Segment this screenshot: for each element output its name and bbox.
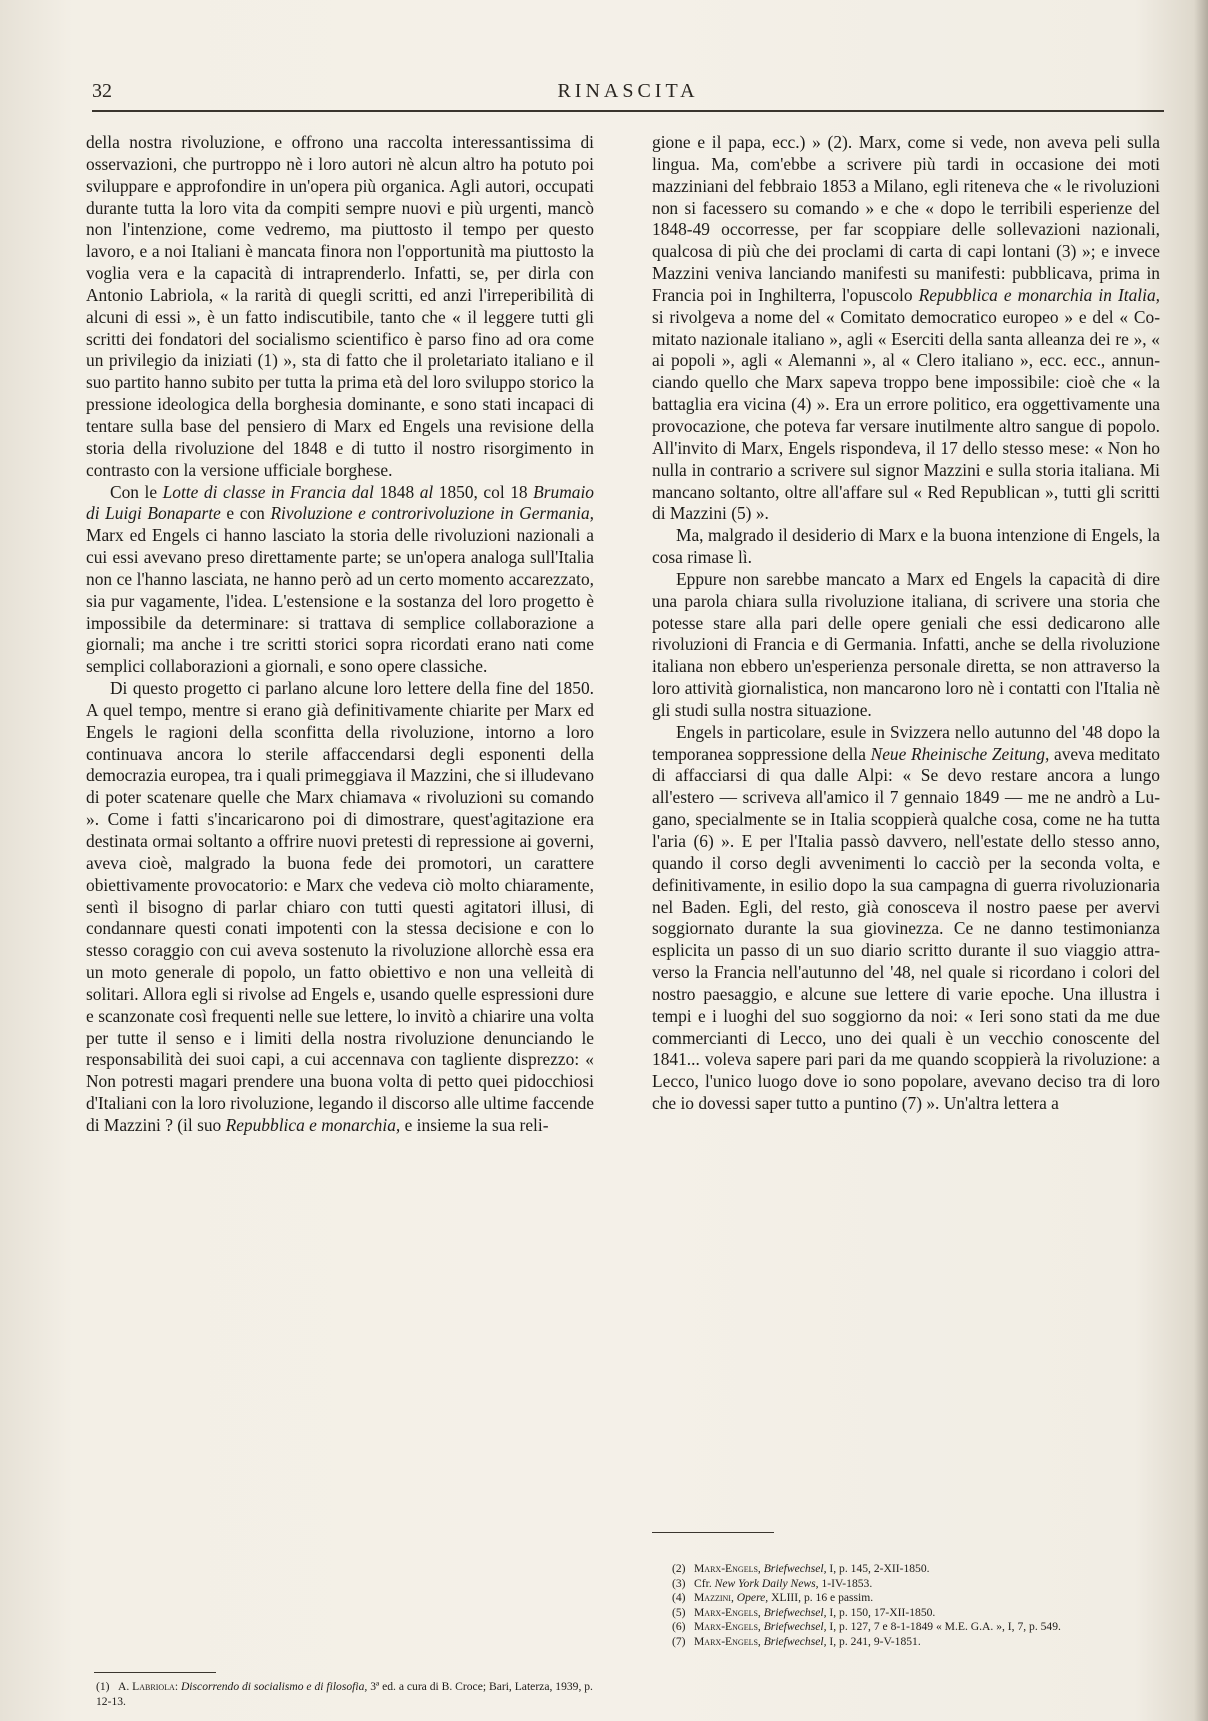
footnote-number: (2) bbox=[672, 1562, 686, 1575]
text-run: Con le bbox=[110, 481, 163, 502]
footnote bbox=[672, 1577, 1164, 1592]
footnote-number: (4) bbox=[672, 1591, 686, 1605]
footnotes-left bbox=[96, 1680, 594, 1709]
footnote: (7) Marx-Engels, Briefwechsel, I, p. 241, 9-V-1851. bbox=[672, 1634, 921, 1648]
work-title: Rivoluzione e controrivoluzione in Germania, bbox=[270, 503, 595, 524]
right-column bbox=[652, 132, 1160, 1115]
text-run: Di questo progetto ci parlano alcune loro lettere della fine del 1850. A quel tempo, mentre si erano già definitivamente chiarite per Marx ed Engels le ragioni della sconfitta della rivoluzione, intorno a loro continuava ancora lo sterile affaccendarsi degli esponenti della democrazia europea, tra i quali primeggiava il Mazzini, che si illudevano di poter scatenare quelle che Marx chiamava « rivoluzioni su comando ». Come i fatti s'incaricarono poi di dimostrare, quest'agitazione era destinata ormai soltanto a offrire nuovi pretesti di repressione ai governi, aveva cioè, malgrado la buona fede dei promotori, un carattere obiettivamente provocatorio: e Marx che vedeva ciò molto chiaramente, sentì il bisogno di parlar chiaro con tutti questi agitatori illusi, di condannare questi conati impotenti con la stessa decisione e con lo stesso coraggio con cui aveva sostenuto la rivoluzione allorchè essa era un moto generale di popolo, un fatto obiettivo e non una velleità di solitari. Allora egli si rivolse ad Engels e, usando quelle espressioni dure e scanzonate così frequenti nelle sue lettere, lo invitò a chiarire una volta per tutte il senso e i limiti della nostra rivoluzione denunciando le responsabilità dei suoi capi, a cui accennava con tagliente disprezzo: « Non potresti magari prendere una buona volta di petto quei pidocchiosi d'Italiani con la loro rivoluzione, legando il discorso alle ultime faccende di Mazzini ? (il suo bbox=[86, 678, 594, 1135]
footnote: (1) A. Labriola: Discorrendo di socialismo e di filosofia, 3ª ed. a cura di B. Croce; Bari, Laterza, 1939, p. 12-13. bbox=[96, 1680, 593, 1708]
right-paragraph-4 bbox=[652, 722, 1160, 1115]
work-title: Repubblica e monarchia in Italia, bbox=[918, 284, 1160, 305]
footnote-number: (7) bbox=[672, 1634, 686, 1648]
footnote-text: I, p. 241, 9-V-1851. bbox=[826, 1634, 921, 1648]
left-paragraph-2 bbox=[86, 482, 594, 679]
work-title: al bbox=[419, 481, 434, 502]
left-column bbox=[86, 132, 594, 1137]
footnote: (5) Marx-Engels, Briefwechsel, I, p. 150, 17-XII-1850. bbox=[672, 1605, 936, 1619]
footnote-author: Cfr. bbox=[694, 1576, 712, 1590]
page-number: 32 bbox=[92, 80, 112, 102]
header-rule bbox=[92, 110, 1164, 112]
footnote-number: (6) bbox=[672, 1620, 686, 1634]
right-paragraph-1 bbox=[652, 132, 1160, 525]
footnote-author: Marx-Engels bbox=[694, 1634, 758, 1648]
page-header bbox=[92, 78, 1164, 112]
text-run: 1850, col 18 bbox=[433, 481, 534, 502]
footnote-number: (3) bbox=[672, 1576, 686, 1590]
footnote-title: Briefwechsel, bbox=[763, 1605, 827, 1619]
work-title: Brumaio di Luigi Bonaparte bbox=[86, 481, 594, 524]
footnote-author: Marx-Engels bbox=[694, 1562, 758, 1575]
text-run: e con bbox=[220, 503, 271, 524]
footnote-rule-right bbox=[652, 1532, 774, 1533]
work-title: Neue Rheinische Zeitung, bbox=[870, 743, 1050, 764]
footnote-rule-left bbox=[94, 1672, 216, 1673]
text-run: si rivolgeva a nome del « Comitato democratico europeo » e del « Comitato nazionale italiano », agli « Eserciti della santa alleanza dei re », « ai popoli », agli « Alemanni », al « Clero italiano », ecc. ecc., annunciando quello che Marx sapeva troppo bene impossibile: cioè che « la battaglia era vicina (4) ». Era un errore politico, era oggettivamente una provocazione, che poteva far versare inutilmente altro sangue di popolo. All'invito di Marx, Engels rispondeva, il 17 dello stesso mese: « Non ho nulla in contrario a scrivere sul signor Mazzini e sulla storia italiana. Mi mancano soltanto, oltre all'affare sul « Red Republican », tutti gli scritti di Mazzini (5) ». bbox=[652, 306, 1160, 524]
text-run: gione e il papa, ecc.) » (2). Marx, come si vede, non aveva peli sulla lingua. Ma, com'ebbe a scrivere più tardi in occasione dei moti mazziniani del febbraio 1853 a Milano, egli riteneva che « le rivoluzioni non si facessero su comando » e che « dopo le terribili esperienze del 1848-49 occorresse, per far scoppiare delle sollevazioni nazionali, qualcosa di più che dei proclami di carta di capi lontani (3) »; e invece Mazzini veniva lanciando manifesti su manifesti: pubblicava, prima in Francia poi in Inghilterra, l'opuscolo bbox=[652, 132, 1160, 305]
footnote: (6) Marx-Engels, Briefwechsel, I, p. 127, 7 e 8-1-1849 « M.E. G.A. », I, 7, p. 549. bbox=[672, 1620, 1061, 1634]
text-run: 1848 bbox=[373, 481, 420, 502]
left-paragraph-1: della nostra rivoluzione, e offrono una raccolta interessantissima di osservazioni, che purtroppo nè i loro autori nè alcun altro ha potuto poi sviluppare e approfondire in un'opera più organica. Agli autori, occupati durante tutta la loro vita da compiti sempre nuovi e più urgenti, mancò non l'intenzione, come vedremo, ma piuttosto il tempo per questo lavoro, e a noi Italiani è mancata finora non l'opportunità ma piuttosto la voglia vera e la capacità di intraprenderlo. Infatti, se, per dirla con Antonio Labriola, « la rarità di quegli scritti, ed anzi l'irreperibilità di alcuni di essi », è un fatto indiscutibile, tanto che « il leggere tutti gli scritti dei fondatori del socialismo scientifico è parso fino ad ora come un privilegio da iniziati (1) », sta di fatto che il proletariato italiano e il suo partito hanno subito per tutta la prima età del loro sviluppo storico la pressione ideologica della borghesia dominante, e sono stati incapaci di tentare sulla base del pensiero di Marx ed Engels una revisione della storia della rivoluzione del 1848 e di tutto il nostro risorgimento in contrasto con la versione ufficiale borghese. bbox=[86, 132, 594, 480]
footnote-author: Marx-Engels bbox=[694, 1605, 758, 1619]
footnote-author: Marx-Engels bbox=[694, 1620, 758, 1634]
right-paragraph-3: Eppure non sarebbe mancato a Marx ed Engels la capacità di dire una parola chiara sulla rivoluzione italiana, di scrivere una storia che potesse stare alla pari delle opere geniali che essi dedicarono alle rivoluzioni di Francia e di Germania. Infatti, anche se della rivoluzione italiana non ebbero un'esperienza personale diretta, se non attraverso la loro attività giornalistica, non mancarono loro nè i contatti con l'Italia nè gli studi sulla nostra situazione. bbox=[652, 568, 1160, 720]
footnote-title: Discorrendo di socialismo e di filosofia, bbox=[180, 1680, 368, 1693]
footnote-author: A. Labriola bbox=[118, 1680, 175, 1693]
footnote-number: (5) bbox=[672, 1605, 686, 1619]
text-run: Engels in particolare, esule in Svizzera nello autunno del '48 dopo la temporanea soppressione della bbox=[652, 721, 1160, 764]
footnote-title: New York Daily News, bbox=[714, 1576, 819, 1590]
footnote-text: I, p. 150, 17-XII-1850. bbox=[826, 1605, 936, 1619]
footnote-title: Opere, bbox=[736, 1591, 769, 1605]
footnote-text: 1-IV-1853. bbox=[818, 1576, 873, 1590]
text-run: e insieme la sua reli- bbox=[400, 1114, 549, 1135]
footnote-text: I, p. 127, 7 e 8-1-1849 « M.E. G.A. », I, 7, p. 549. bbox=[826, 1620, 1061, 1634]
footnote-text: XLIII, p. 16 e passim. bbox=[768, 1591, 874, 1605]
text-run: aveva meditato di affacciarsi di qua dalle Alpi: « Se devo restare ancora a lungo all'estero — scriveva all'amico il 7 gennaio 1849 — me ne andrò a Lugano, specialmente se in Italia scoppierà qualche cosa, come ne ha tutta l'aria (6) ». E per l'Italia passò davvero, nell'estate dello stesso anno, quando il corso degli avvenimenti lo cacciò per la seconda volta, e definitivamente, in esilio dopo la sua campagna di guerra rivoluzionaria nel Baden. Egli, del resto, già conosceva il nostro paese per avervi soggiornato durante la sua giovinezza. Ce ne danno testimonianza esplicita un passo di un suo diario scritto durante il suo viaggio attraverso la Francia nell'autunno del '48, nel quale si ricordano i colori del nostro paesaggio, e alcune sue lettere di varie epoche. Una illustra i tempi e i luoghi del suo soggiorno da noi: « Ieri sono stati da me due commercianti di Lecco, uno dei quali è un vecchio conoscente del 1841... voleva sapere pari pari da me quando scoppierà la rivoluzione: a Lecco, l'unico luogo dove io sono popolare, avevano deciso tra di loro che io dovessi saper tutto a puntino (7) ». Un'altra lettera a bbox=[652, 743, 1161, 1114]
footnote-text: 3ª ed. a cura di B. Croce; Bari, Laterza, 1939, p. 12-13. bbox=[96, 1680, 593, 1708]
right-paragraph-2: Ma, malgrado il desiderio di Marx e la buona intenzione di Engels, la cosa rimase lì. bbox=[652, 525, 1160, 568]
work-title: Lotte di classe in Francia dal bbox=[162, 481, 374, 502]
footnote-number: (1) bbox=[96, 1680, 110, 1693]
left-paragraph-3 bbox=[86, 678, 594, 1137]
text-run: Marx ed Engels ci hanno lasciato la storia delle rivoluzioni nazionali a cui essi avevano preso direttamente parte; se un'opera analoga sull'Italia non ce l'hanno lasciata, ne hanno però ad un certo momento accarezzato, sia pur vagamente, l'idea. L'estensione e la sostanza del loro progetto è impossibile da determinare: si trattava di semplice collaborazione a giornali; ma anche i tre scritti storici sopra ricordati erano nati come semplici collaborazioni a giornali, e sono opere classiche. bbox=[86, 525, 594, 677]
footnotes-right bbox=[672, 1562, 1164, 1650]
work-title: Repubblica e monarchia, bbox=[225, 1114, 401, 1135]
footnote-author: Mazzini bbox=[694, 1591, 731, 1605]
footnote: (4) Mazzini, Opere, XLIII, p. 16 e passim. bbox=[672, 1591, 874, 1605]
footnote-title: Briefwechsel, bbox=[763, 1620, 827, 1634]
footnote: (2) Marx-Engels, Briefwechsel, I, p. 145, 2-XII-1850. bbox=[672, 1562, 930, 1575]
running-title: RINASCITA bbox=[557, 80, 699, 102]
footnote-title: Briefwechsel, bbox=[763, 1634, 827, 1648]
page-edge-shadow bbox=[1194, 0, 1208, 1721]
footnote-text: I, p. 145, 2-XII-1850. bbox=[826, 1562, 930, 1575]
footnote-title: Briefwechsel, bbox=[763, 1562, 827, 1575]
